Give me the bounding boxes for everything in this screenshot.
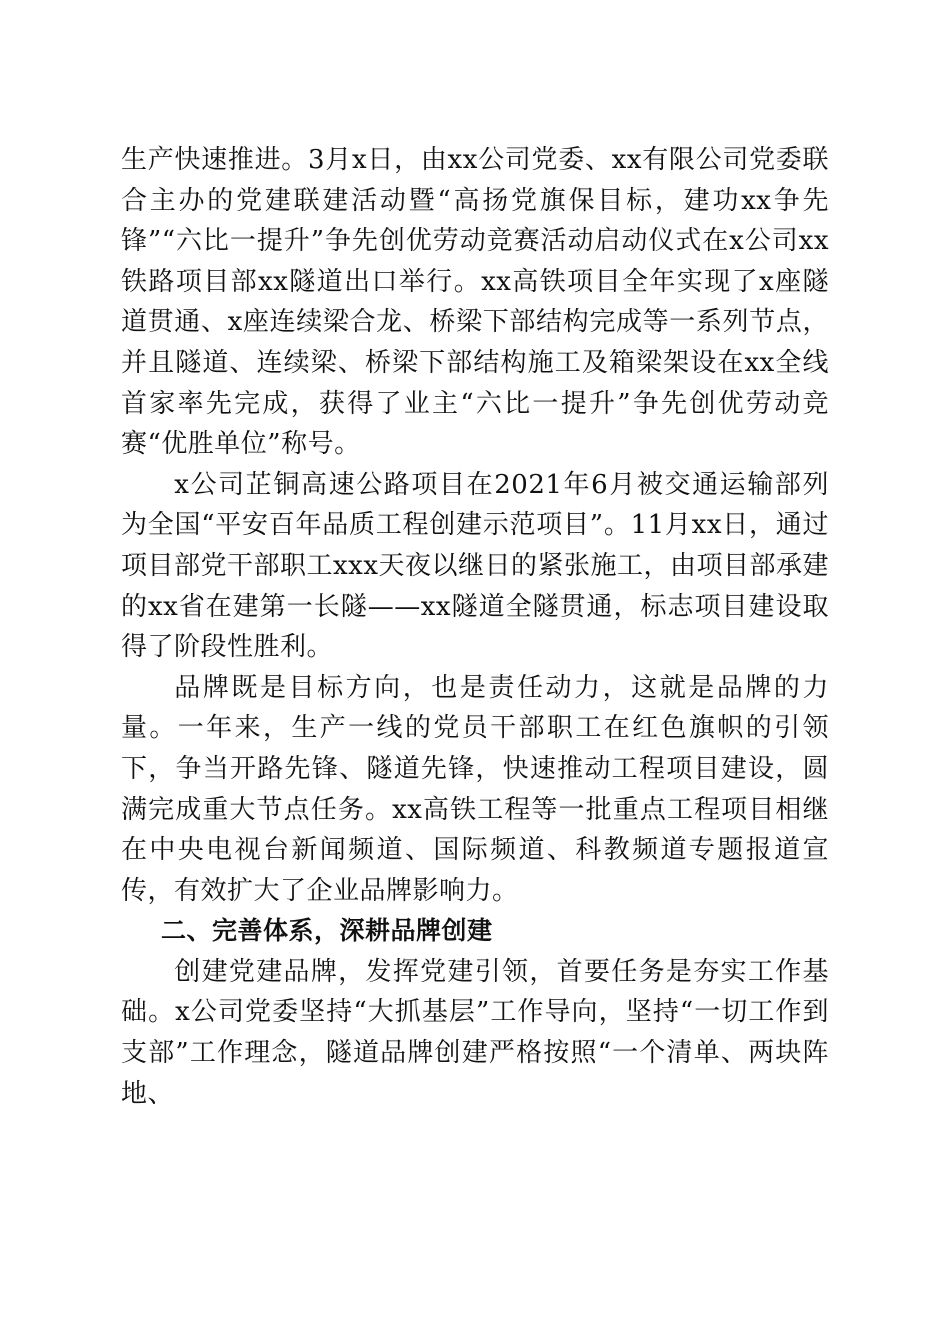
paragraph-continuation: 生产快速推进。3月x日，由xx公司党委、xx有限公司党委联合主办的党建联建活动暨“高扬党旗保目标，建功xx争先锋”“六比一提升”争先创优劳动竞赛活动启动仪式在x公司xx铁路项目部xx隧道出口举行。xx高铁项目全年实现了x座隧道贯通、x座连续梁合龙、桥梁下部结构完成等一系列节点，并且隧道、连续梁、桥梁下部结构施工及箱梁架设在xx全线首家率先完成，获得了业主“六比一提升”争先创优劳动竞赛“优胜单位”称号。 <box>121 145 829 460</box>
paragraph-brand-creation: 创建党建品牌，发挥党建引领，首要任务是夯实工作基础。x公司党委坚持“大抓基层”工作导向，坚持“一切工作到支部”工作理念，隧道品牌创建严格按照“一个清单、两块阵地、 <box>121 956 829 1109</box>
document-body <box>121 140 829 1114</box>
paragraph-highway-project: x公司芷铜高速公路项目在2021年6月被交通运输部列为全国“平安百年品质工程创建示范项目”。11月xx日，通过项目部党干部职工xxx天夜以继日的紧张施工，由项目部承建的xx省在建第一长隧——xx隧道全隧贯通，标志项目建设取得了阶段性胜利。 <box>121 469 829 663</box>
section-heading: 二、完善体系，深耕品牌创建 <box>161 916 493 946</box>
paragraph-brand-power: 品牌既是目标方向，也是责任动力，这就是品牌的力量。一年来，生产一线的党员干部职工在红色旗帜的引领下，争当开路先锋、隧道先锋，快速推动工程项目建设，圆满完成重大节点任务。xx高铁工程等一批重点工程项目相继在中央电视台新闻频道、国际频道、科教频道专题报道宣传，有效扩大了企业品牌影响力。 <box>121 672 829 906</box>
